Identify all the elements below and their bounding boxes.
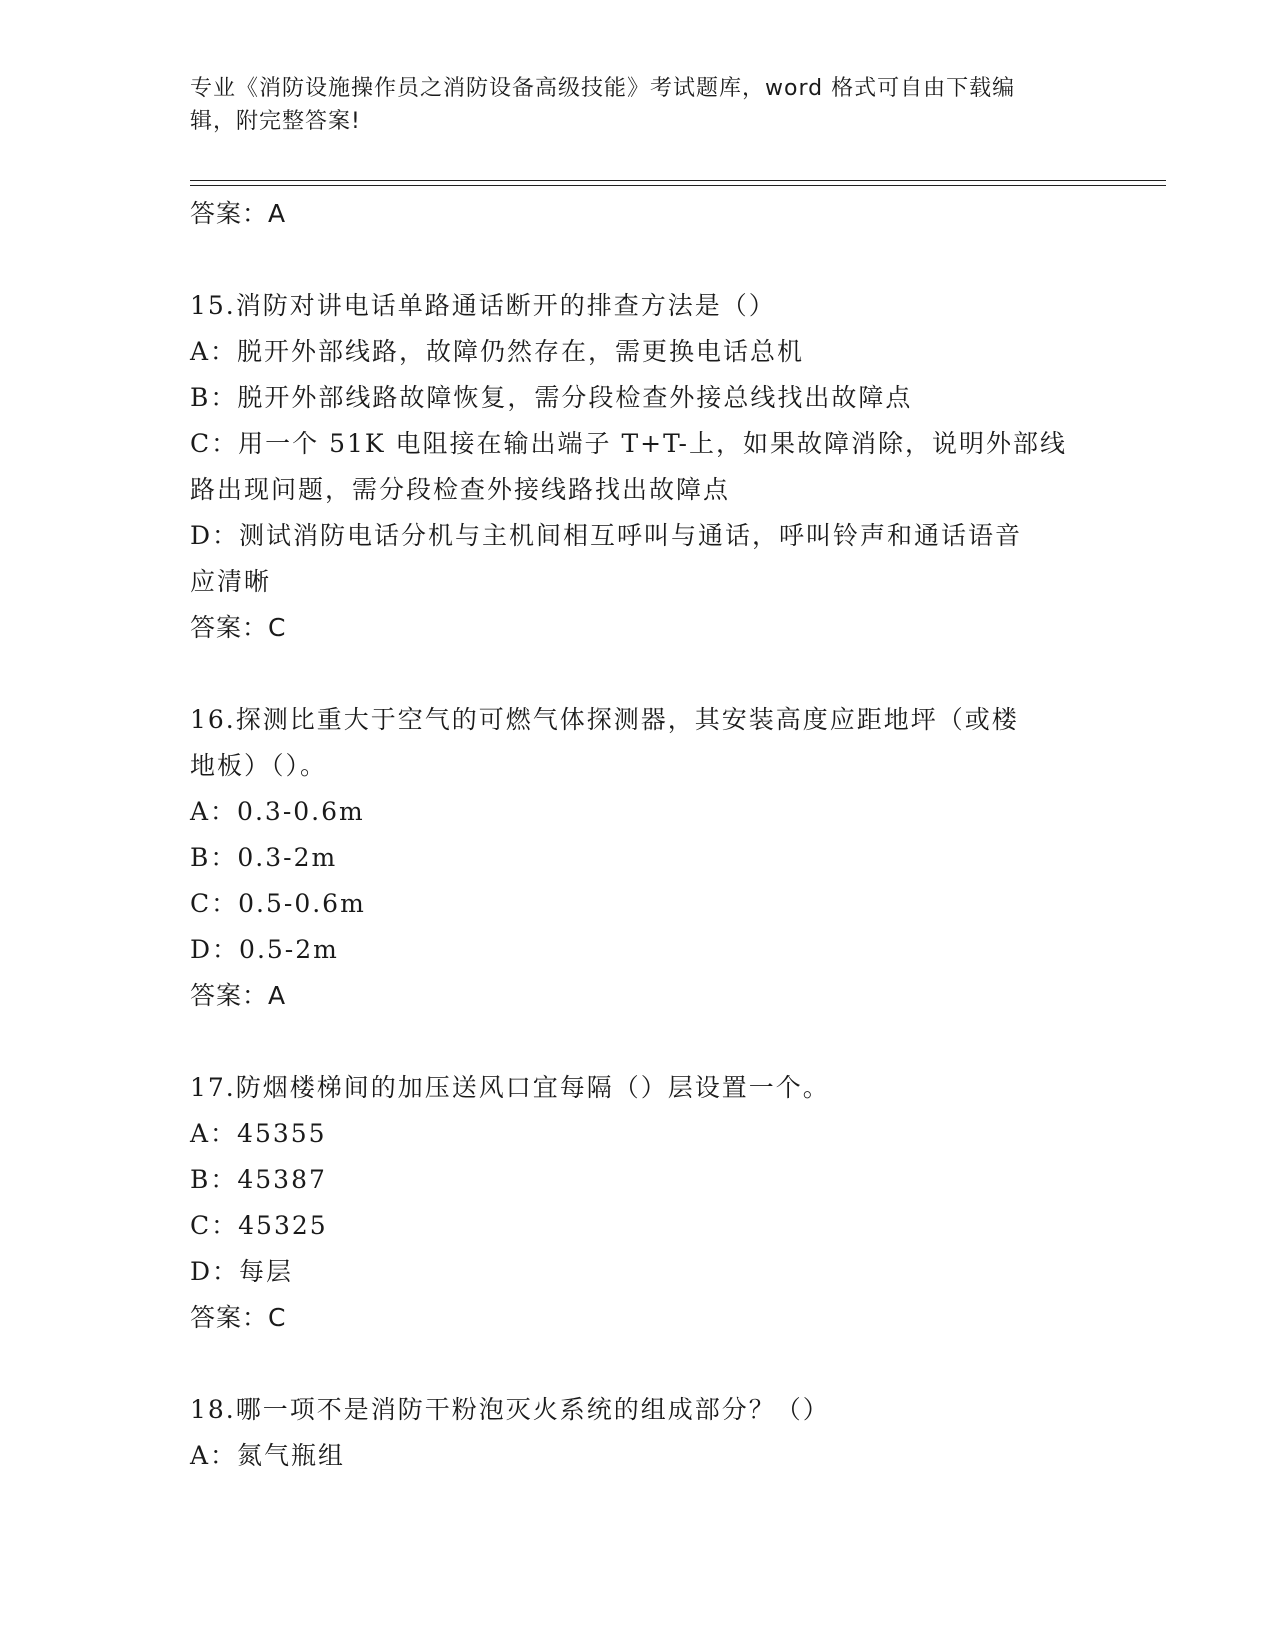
spacer [190,237,1090,283]
question-stem: 15.消防对讲电话单路通话断开的排查方法是（） [190,291,776,320]
header-line: 辑，附完整答案! [190,109,361,134]
option-c: C：45325 [190,1211,328,1240]
answer-line: 答案：C [190,613,287,642]
option-a: A：0.3-0.6m [190,797,365,826]
option-b: B：脱开外部线路故障恢复，需分段检查外接总线找出故障点 [190,383,913,412]
question-stem: 17.防烟楼梯间的加压送风口宜每隔（）层设置一个。 [190,1073,830,1102]
answer-line: 答案：A [190,981,287,1010]
spacer [190,651,1090,697]
option-d-continued: 应清晰 [190,567,272,596]
header-divider-bottom [190,185,1166,186]
option-c: C：用一个 51K 电阻接在输出端子 T+T-上，如果故障消除，说明外部线 [190,429,1067,458]
question-stem: 16.探测比重大于空气的可燃气体探测器，其安装高度应距地坪（或楼 [190,705,1019,734]
question-block [190,1065,1090,1341]
option-a: A：氮气瓶组 [190,1441,346,1470]
option-b: B：0.3-2m [190,843,338,872]
document-header [190,72,1090,138]
question-stem: 18.哪一项不是消防干粉泡灭火系统的组成部分？（） [190,1395,830,1424]
option-c-continued: 路出现问题，需分段检查外接线路找出故障点 [190,475,731,504]
option-d: D：每层 [190,1257,294,1286]
header-divider-top [190,180,1166,181]
spacer [190,1341,1090,1387]
question-list [190,191,1090,1479]
option-b: B：45387 [190,1165,327,1194]
option-c: C：0.5-0.6m [190,889,366,918]
answer-line: 答案：A [190,199,287,228]
option-d: D：0.5-2m [190,935,339,964]
answer-line: 答案：C [190,1303,287,1332]
option-a: A：45355 [190,1119,327,1148]
option-a: A：脱开外部线路，故障仍然存在，需更换电话总机 [190,337,805,366]
question-block [190,697,1090,1019]
spacer [190,1019,1090,1065]
header-line: 专业《消防设施操作员之消防设备高级技能》考试题库，word 格式可自由下载编 [190,76,1016,101]
question-stem-continued: 地板）（）。 [190,751,328,780]
option-d: D：测试消防电话分机与主机间相互呼叫与通话，呼叫铃声和通话语音 [190,521,1023,550]
question-block [190,283,1090,651]
question-block [190,1387,1090,1479]
